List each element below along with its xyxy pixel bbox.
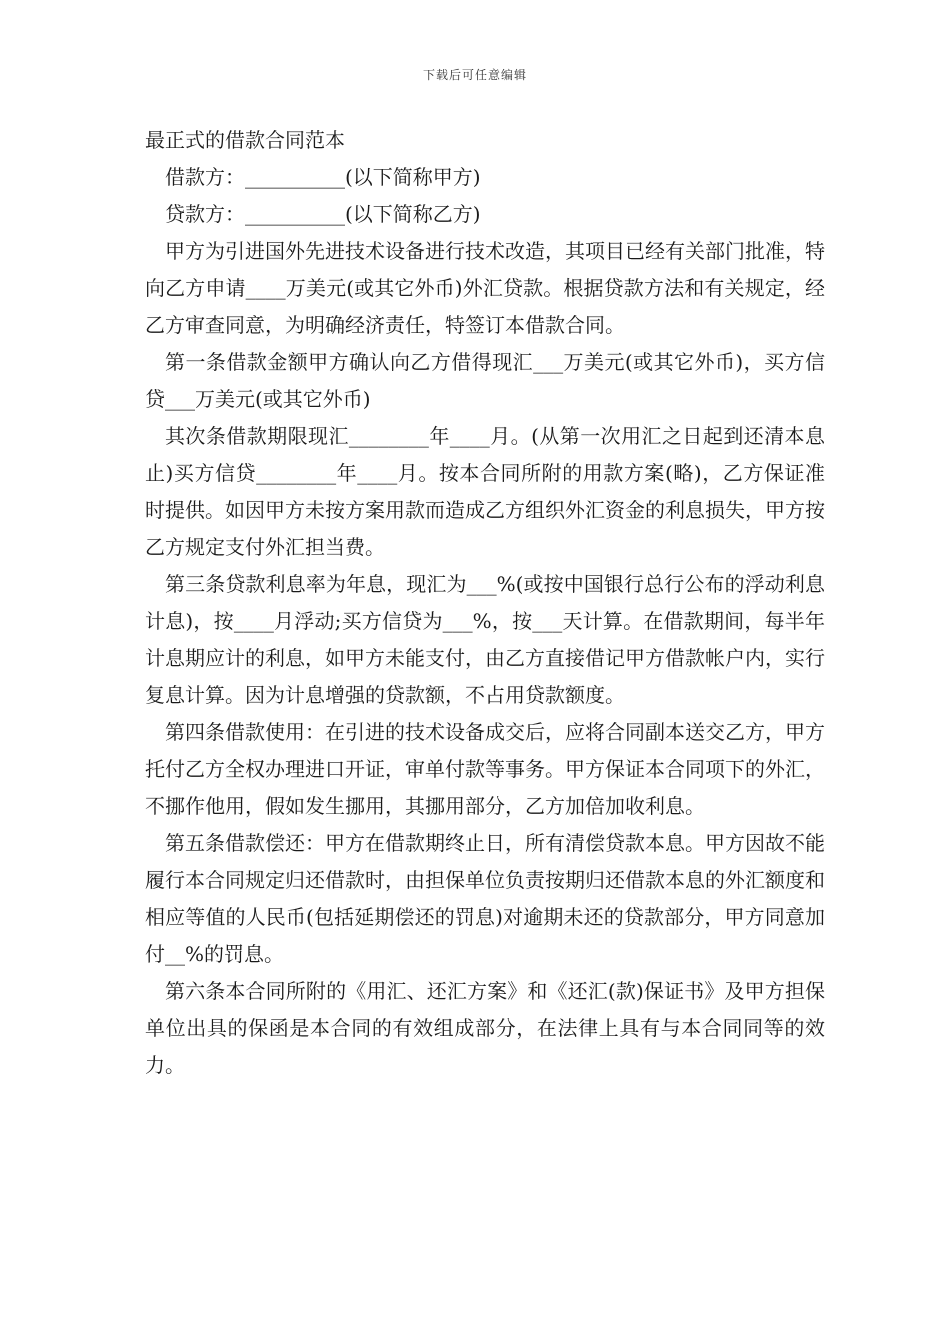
header-note: 下载后可任意编辑 [422,68,527,82]
preamble-paragraph: 甲方为引进国外先进技术设备进行技术改造，其项目已经有关部门批准，特向乙方申请____万美元(或其它外币)外汇贷款。根据贷款方法和有关规定，经乙方审查同意，为明确经济责任，特签订本借款合同。 [145,239,825,337]
lender-line: 贷款方：__________(以下简称乙方) [165,202,481,226]
article-3-paragraph: 第三条贷款利息率为年息，现汇为___%(或按中国银行总行公布的浮动利息计息)，按____月浮动;买方信贷为___%，按___天计算。在借款期间，每半年计息期应计的利息，如甲方未能支付，由乙方直接借记甲方借款帐户内，实行复息计算。因为计息增强的贷款额，不占用贷款额度。 [145,572,825,707]
borrower-line: 借款方：__________(以下简称甲方) [165,165,481,189]
article-2-paragraph: 其次条借款期限现汇________年____月。(从第一次用汇之日起到还清本息止)买方信贷________年____月。按本合同所附的用款方案(略)，乙方保证准时提供。如因甲方未按方案用款而造成乙方组织外汇资金的利息损失，甲方按乙方规定支付外汇担当费。 [145,424,825,559]
article-1-paragraph: 第一条借款金额甲方确认向乙方借得现汇___万美元(或其它外币)，买方信贷___万美元(或其它外币) [145,350,825,411]
document-body [145,122,825,1084]
document-title: 最正式的借款合同范本 [145,128,345,152]
article-5-paragraph: 第五条借款偿还：甲方在借款期终止日，所有清偿贷款本息。甲方因故不能履行本合同规定归还借款时，由担保单位负责按期归还借款本息的外汇额度和相应等值的人民币(包括延期偿还的罚息)对逾期未还的贷款部分，甲方同意加付__%的罚息。 [145,831,825,966]
article-4-paragraph: 第四条借款使用：在引进的技术设备成交后，应将合同副本送交乙方，甲方托付乙方全权办理进口开证，审单付款等事务。甲方保证本合同项下的外汇，不挪作他用，假如发生挪用，其挪用部分，乙方加倍加收利息。 [145,720,825,818]
article-6-paragraph: 第六条本合同所附的《用汇、还汇方案》和《还汇(款)保证书》及甲方担保单位出具的保函是本合同的有效组成部分，在法律上具有与本合同同等的效力。 [145,979,825,1077]
